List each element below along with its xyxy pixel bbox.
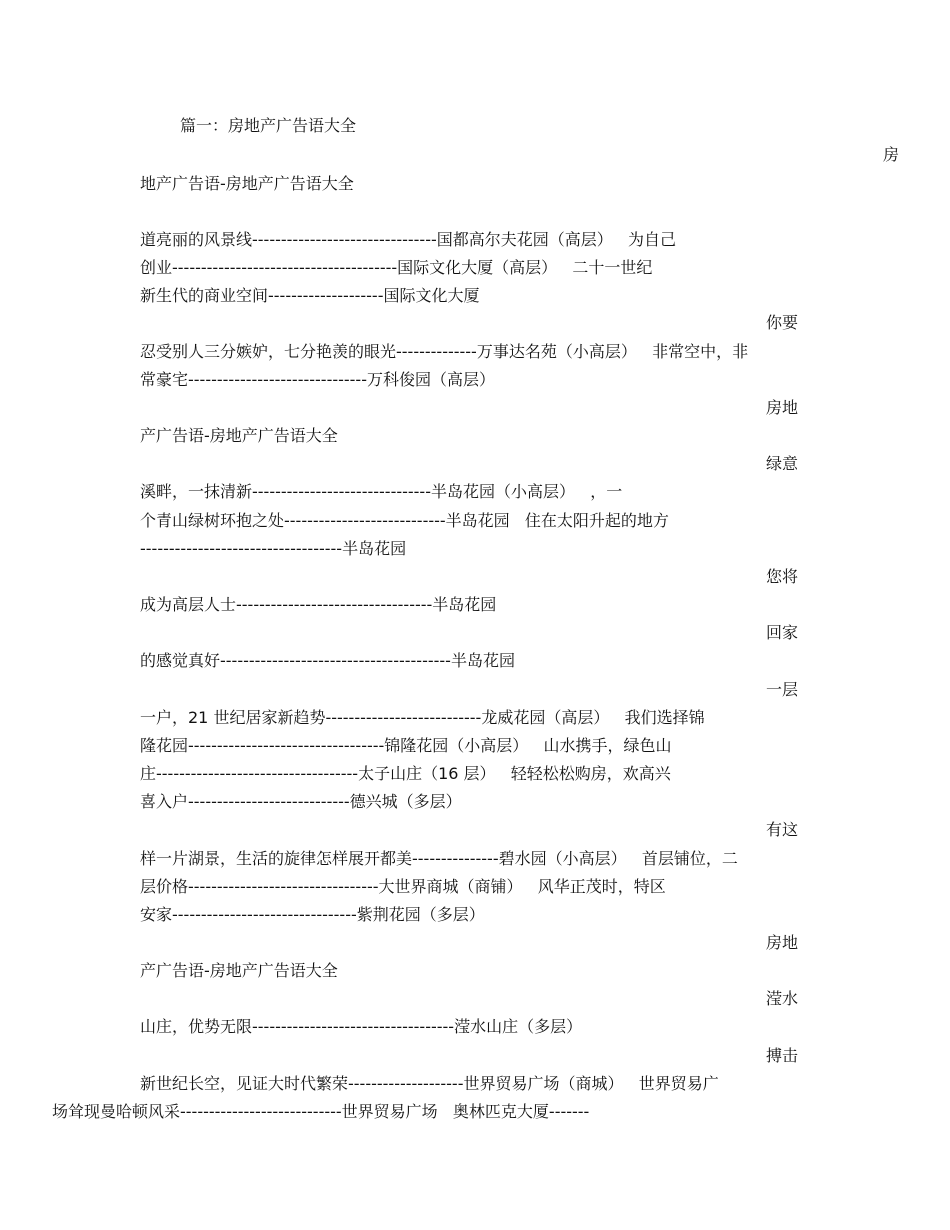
- text-line: 滢水: [766, 989, 799, 1008]
- text-line: 喜入户----------------------------德兴城（多层）: [140, 792, 462, 811]
- text-line: 产广告语-房地产广告语大全: [140, 426, 338, 445]
- text-line: 安家--------------------------------紫荆花园（多层）: [140, 905, 485, 924]
- text-line: 回家: [766, 623, 799, 642]
- text-line: 层价格---------------------------------大世界商城（商铺） 风华正茂时，特区: [140, 877, 666, 896]
- document-heading: 篇一：房地产广告语大全: [180, 116, 357, 135]
- text-line: 隆花园----------------------------------锦隆花园（小高层） 山水携手，绿色山: [140, 736, 672, 755]
- text-line: 一层: [766, 680, 799, 699]
- text-line: 溪畔，一抹清新-------------------------------半岛花园（小高层） ，一: [140, 482, 623, 501]
- text-line: 您将: [766, 567, 799, 586]
- text-line: 房地: [766, 933, 799, 952]
- text-line: 样一片湖景，生活的旋律怎样展开都美---------------碧水园（小高层） 首层铺位，二: [140, 849, 738, 868]
- text-line: 产广告语-房地产广告语大全: [140, 961, 338, 980]
- text-line: 一户，21 世纪居家新趋势---------------------------龙威花园（高层） 我们选择锦: [140, 708, 705, 727]
- text-line: 山庄，优势无限-----------------------------------滢水山庄（多层）: [140, 1017, 583, 1036]
- text-line: 新世纪长空，见证大时代繁荣--------------------世界贸易广场（商城） 世界贸易广: [140, 1074, 719, 1093]
- text-line: 成为高层人士----------------------------------半岛花园: [140, 595, 497, 614]
- text-line: 忍受别人三分嫉妒，七分艳羡的眼光--------------万事达名苑（小高层） 非常空中，非: [140, 342, 749, 361]
- text-line: 你要: [766, 313, 799, 332]
- text-line: 绿意: [766, 454, 799, 473]
- text-line: 房: [883, 145, 900, 164]
- text-line: 有这: [766, 820, 799, 839]
- text-line: 个青山绿树环抱之处----------------------------半岛花园 住在太阳升起的地方: [140, 511, 669, 530]
- text-line: 场耸现曼哈顿风采----------------------------世界贸易广场 奥林匹克大厦-------: [52, 1102, 590, 1121]
- text-line: 道亮丽的风景线--------------------------------国都高尔夫花园（高层） 为自己: [140, 230, 677, 249]
- text-line: 庄-----------------------------------太子山庄（16 层） 轻轻松松购房，欢高兴: [140, 764, 671, 783]
- text-line: 房地: [766, 398, 799, 417]
- text-line: 常豪宅-------------------------------万科俊园（高层）: [140, 370, 495, 389]
- text-line: -----------------------------------半岛花园: [140, 539, 407, 558]
- text-line: 创业---------------------------------------国际文化大厦（高层） 二十一世纪: [140, 258, 653, 277]
- text-line: 搏击: [766, 1046, 799, 1065]
- text-line: 地产广告语-房地产广告语大全: [140, 174, 354, 193]
- text-line: 新生代的商业空间--------------------国际文化大厦: [140, 286, 480, 305]
- text-line: 的感觉真好----------------------------------------半岛花园: [140, 651, 515, 670]
